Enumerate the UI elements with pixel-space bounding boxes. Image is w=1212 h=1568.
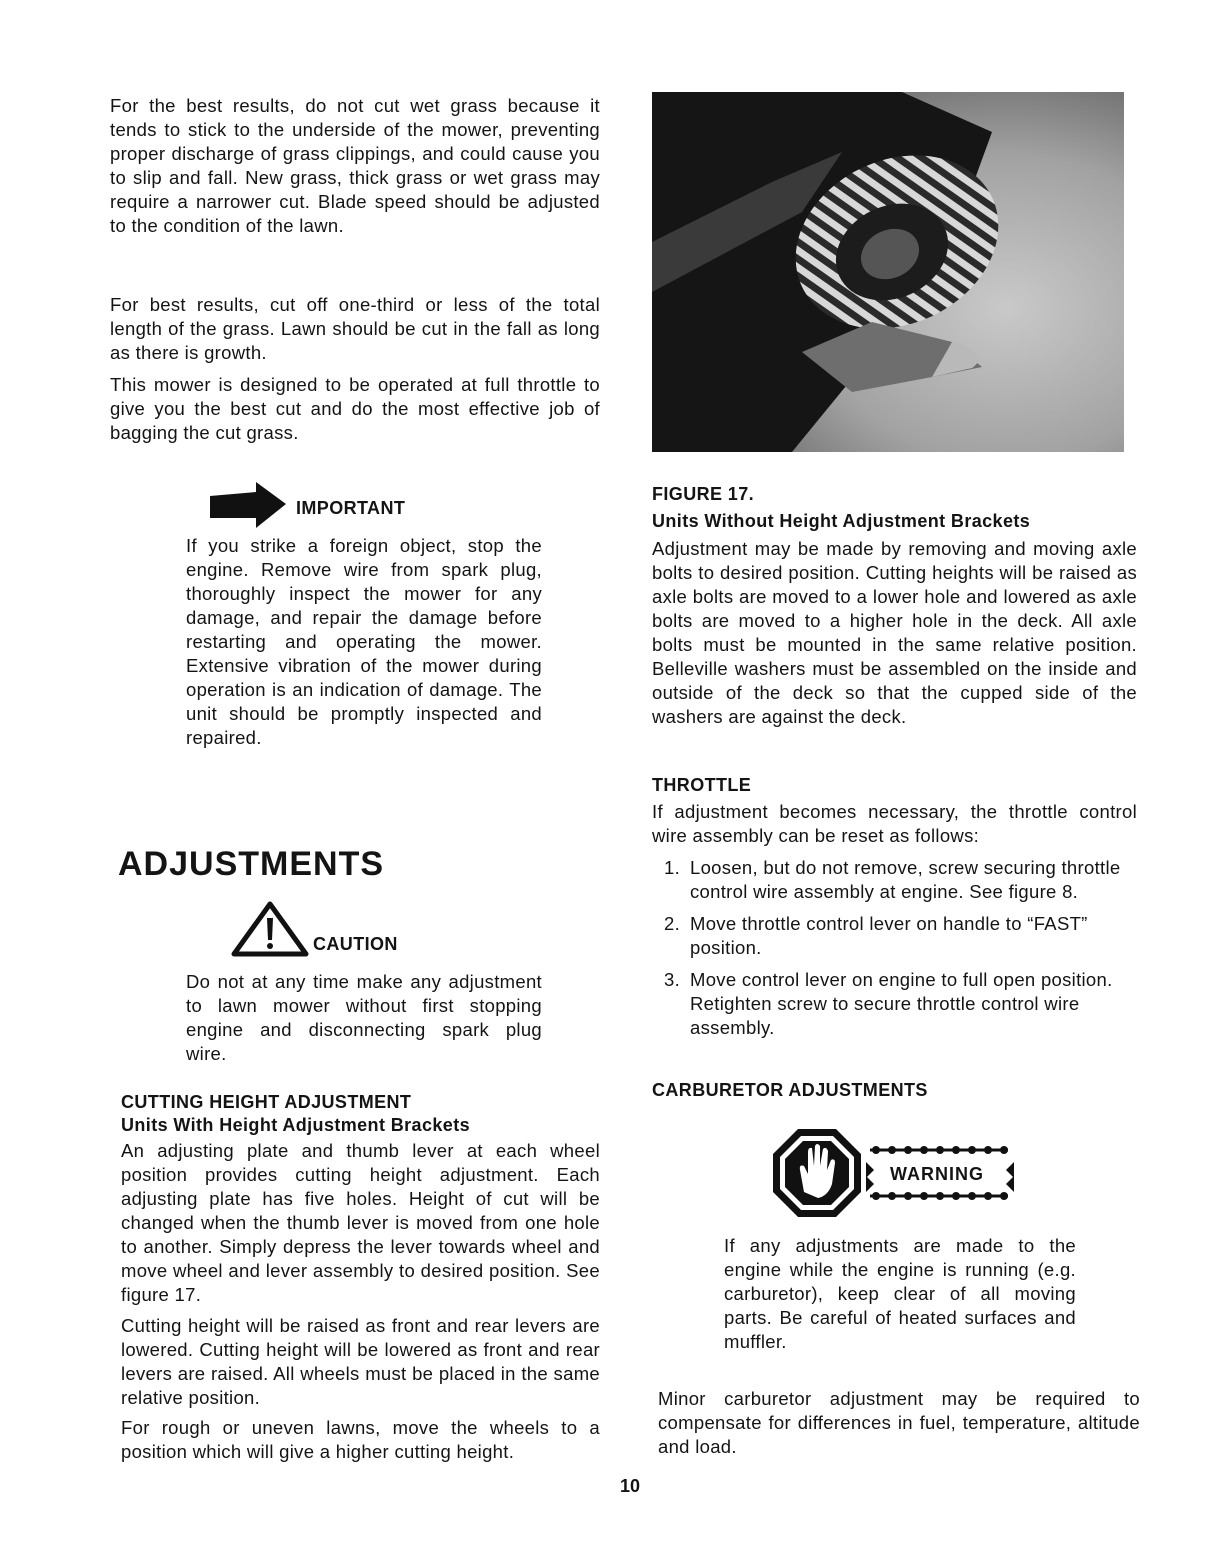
page-number: 10 (619, 1476, 641, 1496)
step-text: Loosen, but do not remove, screw securing throttle control wire assembly at engine. See figure 8. (690, 857, 1121, 902)
throttle-heading: THROTTLE (652, 775, 752, 795)
throttle-step (652, 856, 1137, 904)
with-brackets-subheading: Units With Height Adjustment Brackets (121, 1115, 471, 1135)
throttle-intro: If adjustment becomes necessary, the throttle control wire assembly can be reset as follows: (652, 801, 1137, 846)
stop-hand-icon (770, 1126, 864, 1220)
step-number: 1. (664, 857, 681, 878)
levers-paragraph: Cutting height will be raised as front and rear levers are lowered. Cutting height will be lowered as front and rear levers are raised. All wheels must be placed in the same relative position. (121, 1315, 600, 1408)
figure-17-caption: FIGURE 17. (652, 484, 755, 504)
carburetor-heading: CARBURETOR ADJUSTMENTS (652, 1080, 928, 1100)
adjustments-heading: ADJUSTMENTS (118, 845, 385, 883)
rough-lawns-paragraph: For rough or uneven lawns, move the wheels to a position which will give a higher cutting height. (121, 1417, 600, 1462)
important-label: IMPORTANT (296, 498, 406, 518)
without-brackets-subheading: Units Without Height Adjustment Brackets (652, 511, 1031, 531)
cutting-height-heading: CUTTING HEIGHT ADJUSTMENT (121, 1092, 412, 1112)
caution-label: CAUTION (313, 934, 398, 954)
step-number: 3. (664, 969, 681, 990)
important-arrow-icon (208, 482, 288, 532)
brackets-paragraph: An adjusting plate and thumb lever at each wheel position provides cutting height adjustment. Each adjusting plate has five holes. Height of cut will be changed when the thumb lever is moved from one hole to another. Simply depress the lever towards wheel and move wheel and lever assembly to desired position. See figure 17. (121, 1140, 600, 1305)
full-throttle-paragraph: This mower is designed to be operated at full throttle to give you the best cut and do the most effective job of bagging the cut grass. (110, 374, 600, 443)
caution-triangle-icon (230, 900, 310, 958)
step-text: Move control lever on engine to full open position. Retighten screw to secure throttle control wire assembly. (690, 969, 1113, 1038)
throttle-steps-list (652, 856, 1137, 1048)
warning-notice-text: If any adjustments are made to the engine while the engine is running (e.g. carburetor), keep clear of all moving parts. Be careful of heated surfaces and muffler. (724, 1235, 1076, 1352)
minor-adjustment-paragraph: Minor carburetor adjustment may be required to compensate for differences in fuel, temperature, altitude and load. (658, 1388, 1140, 1457)
throttle-step (652, 968, 1137, 1040)
caution-notice-text: Do not at any time make any adjustment to lawn mower without first stopping engine and disconnecting spark plug wire. (186, 971, 542, 1064)
step-number: 2. (664, 913, 681, 934)
warning-label: WARNING (890, 1164, 984, 1184)
throttle-step (652, 912, 1137, 960)
cut-length-paragraph: For best results, cut off one-third or less of the total length of the grass. Lawn should be cut in the fall as long as there is growth. (110, 294, 600, 363)
step-text: Move throttle control lever on handle to “FAST” position. (690, 913, 1088, 958)
figure-17-photo (652, 92, 1124, 452)
intro-paragraph: For the best results, do not cut wet grass because it tends to stick to the underside of the mower, preventing proper discharge of grass clippings, and could cause you to slip and fall. New grass, thick grass or wet grass may require a narrower cut. Blade speed should be adjusted to the condition of the lawn. (110, 95, 600, 236)
important-notice-text: If you strike a foreign object, stop the engine. Remove wire from spark plug, thoroughly inspect the mower for any damage, and repair the damage before restarting and operating the mower. Extensive vibration of the mower during operation is an indication of damage. The unit should be promptly inspected and repaired. (186, 535, 542, 748)
without-brackets-paragraph: Adjustment may be made by removing and moving axle bolts to desired position. Cutting heights will be raised as axle bolts are moved to a lower hole and lowered as axle bolts are moved to a higher hole in the deck. All axle bolts must be mounted in the same relative position. Belleville washers must be assembled on the inside and outside of the deck so that the cupped side of the washers are against the deck. (652, 538, 1137, 727)
